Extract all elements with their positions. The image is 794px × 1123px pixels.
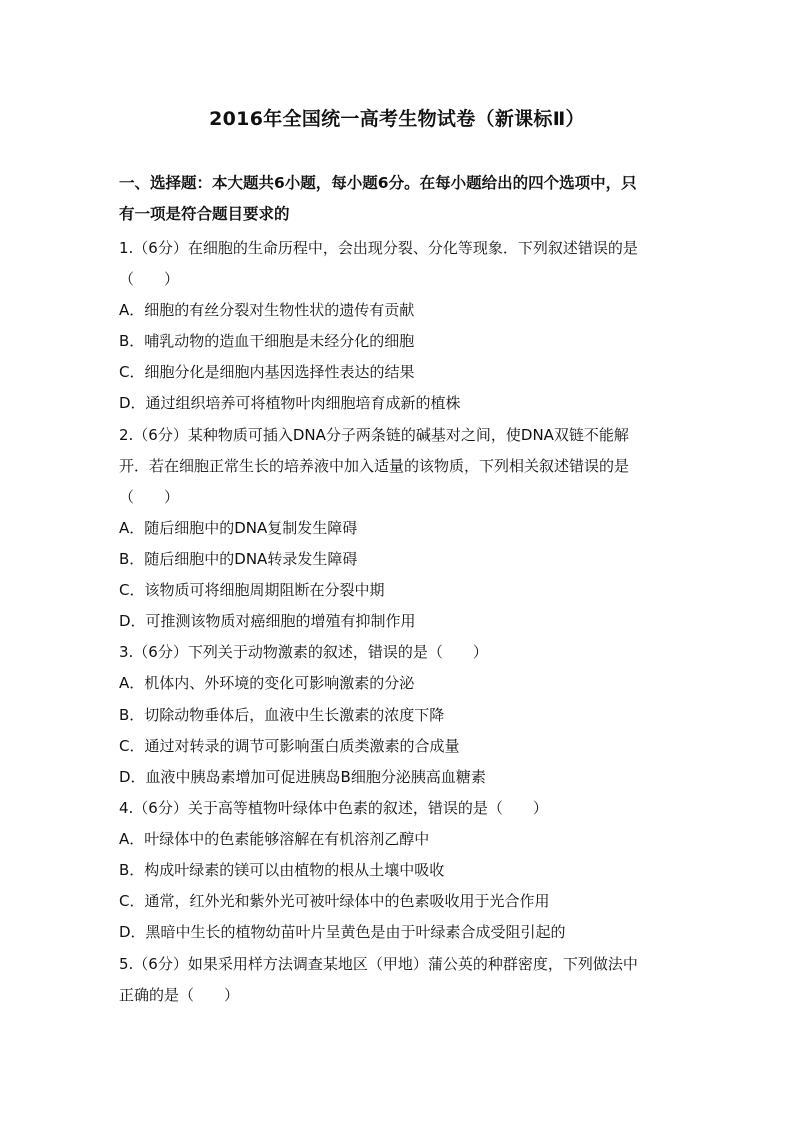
question-2-stem: 2.（6分）某种物质可插入DNA分子两条链的碱基对之间，使DNA双链不能解 bbox=[119, 426, 629, 444]
section-heading-line: 一、选择题：本大题共6小题，每小题6分。在每小题给出的四个选项中，只 bbox=[119, 174, 637, 192]
question-1-stem-blank: （ ） bbox=[119, 270, 180, 288]
question-4-option-c: C．通常，红外光和紫外光可被叶绿体中的色素吸收用于光合作用 bbox=[119, 892, 550, 910]
question-2-option-b: B．随后细胞中的DNA转录发生障碍 bbox=[119, 550, 358, 568]
question-1-option-b: B．哺乳动物的造血干细胞是未经分化的细胞 bbox=[119, 332, 415, 350]
question-4-option-b: B．构成叶绿素的镁可以由植物的根从土壤中吸收 bbox=[119, 861, 445, 879]
question-3-option-b: B．切除动物垂体后，血液中生长激素的浓度下降 bbox=[119, 706, 445, 724]
question-2-option-c: C．该物质可将细胞周期阻断在分裂中期 bbox=[119, 581, 385, 599]
question-5-stem-cont: 正确的是（ ） bbox=[119, 986, 240, 1004]
section-heading-line: 有一项是符合题目要求的 bbox=[119, 205, 290, 223]
question-2-stem-cont: 开．若在细胞正常生长的培养液中加入适量的该物质，下列相关叙述错误的是 bbox=[119, 457, 630, 475]
question-2-stem-blank: （ ） bbox=[119, 488, 180, 506]
section-heading bbox=[119, 168, 679, 230]
question-2-option-d: D．可推测该物质对癌细胞的增殖有抑制作用 bbox=[119, 612, 416, 630]
question-1-option-a: A．细胞的有丝分裂对生物性状的遗传有贡献 bbox=[119, 301, 415, 319]
question-3-option-a: A．机体内、外环境的变化可影响激素的分泌 bbox=[119, 674, 415, 692]
question-1-stem: 1.（6分）在细胞的生命历程中，会出现分裂、分化等现象．下列叙述错误的是 bbox=[119, 239, 638, 257]
question-1-option-d: D．通过组织培养可将植物叶肉细胞培育成新的植株 bbox=[119, 394, 461, 412]
question-4-option-d: D．黑暗中生长的植物幼苗叶片呈黄色是由于叶绿素合成受阻引起的 bbox=[119, 923, 566, 941]
question-3-stem: 3.（6分）下列关于动物激素的叙述，错误的是（ ） bbox=[119, 643, 488, 661]
question-3-option-d: D．血液中胰岛素增加可促进胰岛B细胞分泌胰高血糖素 bbox=[119, 768, 486, 786]
question-2-option-a: A．随后细胞中的DNA复制发生障碍 bbox=[119, 519, 358, 537]
question-4-option-a: A．叶绿体中的色素能够溶解在有机溶剂乙醇中 bbox=[119, 830, 430, 848]
question-3-option-c: C．通过对转录的调节可影响蛋白质类激素的合成量 bbox=[119, 737, 460, 755]
question-5-stem: 5.（6分）如果采用样方法调查某地区（甲地）蒲公英的种群密度，下列做法中 bbox=[119, 955, 638, 973]
page-title: 2016年全国统一高考生物试卷（新课标Ⅱ） bbox=[209, 108, 585, 130]
question-1-option-c: C．细胞分化是细胞内基因选择性表达的结果 bbox=[119, 363, 415, 381]
question-4-stem: 4.（6分）关于高等植物叶绿体中色素的叙述，错误的是（ ） bbox=[119, 799, 548, 817]
